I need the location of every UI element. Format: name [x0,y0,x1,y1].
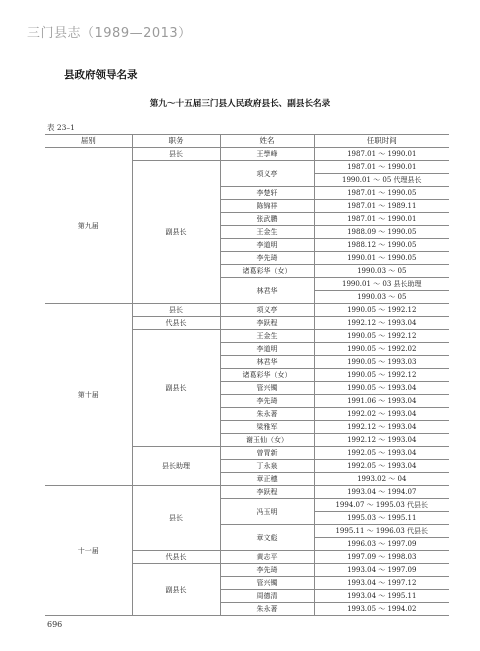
tenure-cell: 1992.02 ～ 1993.04 [314,408,449,421]
table-label: 表 23–1 [47,123,75,132]
header-post: 职务 [132,135,220,148]
name-cell: 谢玉仙（女） [220,434,314,447]
name-cell: 周德清 [220,590,314,603]
name-cell: 朱永著 [220,603,314,616]
header-tenure: 任职时间 [314,135,449,148]
name-cell: 梁雅军 [220,421,314,434]
table-title: 第九～十五届三门县人民政府县长、副县长名录 [149,99,331,109]
name-cell: 曾胃新 [220,447,314,460]
name-cell: 李道明 [220,239,314,252]
tenure-cell: 1996.03 ～ 1997.09 [314,538,449,551]
tenure-cell: 1990.05 ～ 1993.04 [314,382,449,395]
term-cell: 第十届 [45,304,132,486]
table-row [45,486,449,499]
tenure-cell: 1987.01 ～ 1990.01 [314,213,449,226]
term-cell: 十一届 [45,486,132,616]
tenure-cell: 1988.09 ～ 1990.05 [314,226,449,239]
name-cell: 林君华 [220,356,314,369]
name-cell: 陈锦祥 [220,200,314,213]
tenure-cell: 1992.05 ～ 1993.04 [314,460,449,473]
name-cell: 李楚轩 [220,187,314,200]
tenure-cell: 1990.03 ～ 05 [314,265,449,278]
book-header: 三门县志（1989—2013） [27,26,192,41]
name-cell: 项义亭 [220,304,314,317]
tenure-cell: 1997.09 ～ 1998.03 [314,551,449,564]
name-cell: 林君华 [220,278,314,304]
name-cell: 章文彪 [220,525,314,551]
tenure-cell: 1993.04 ～ 1994.07 [314,486,449,499]
table-header-row [45,135,449,148]
post-cell: 县长 [132,486,220,551]
tenure-cell: 1993.05 ～ 1994.02 [314,603,449,616]
tenure-cell: 1987.01 ～ 1990.01 [314,148,449,161]
header-term: 届别 [45,135,132,148]
tenure-cell: 1987.01 ～ 1989.11 [314,200,449,213]
tenure-cell: 1990.01 ～ 03 县长助理 [314,278,449,291]
name-cell: 王金生 [220,226,314,239]
tenure-cell: 1990.05 ～ 1992.12 [314,304,449,317]
tenure-cell: 1990.05 ～ 1992.02 [314,343,449,356]
name-cell: 冯玉明 [220,499,314,525]
name-cell: 项义亭 [220,161,314,187]
tenure-cell: 1992.12 ～ 1993.04 [314,317,449,330]
post-cell: 代县长 [132,551,220,564]
name-cell: 朱永著 [220,408,314,421]
name-cell: 管兴镯 [220,577,314,590]
name-cell: 章正穗 [220,473,314,486]
tenure-cell: 1990.01 ～ 05 代理县长 [314,174,449,187]
tenure-cell: 1993.02 ～ 04 [314,473,449,486]
leaders-table [45,134,449,616]
name-cell: 丁永泉 [220,460,314,473]
name-cell: 李跃程 [220,317,314,330]
name-cell: 李道明 [220,343,314,356]
tenure-cell: 1990.05 ～ 1992.12 [314,369,449,382]
post-cell: 副县长 [132,161,220,304]
tenure-cell: 1995.03 ～ 1995.11 [314,512,449,525]
name-cell: 黄志平 [220,551,314,564]
table-row [45,304,449,317]
tenure-cell: 1994.07 ～ 1995.03 代县长 [314,499,449,512]
name-cell: 张武鹏 [220,213,314,226]
tenure-cell: 1990.01 ～ 1990.05 [314,252,449,265]
post-cell: 副县长 [132,330,220,447]
name-cell: 王金生 [220,330,314,343]
table-row [45,148,449,161]
post-cell: 县长助理 [132,447,220,486]
tenure-cell: 1993.04 ～ 1997.12 [314,577,449,590]
section-title: 县政府领导名录 [64,69,138,81]
tenure-cell: 1991.06 ～ 1993.04 [314,395,449,408]
term-cell: 第九届 [45,148,132,304]
name-cell: 李先琦 [220,564,314,577]
tenure-cell: 1992.05 ～ 1993.04 [314,447,449,460]
name-cell: 王學峰 [220,148,314,161]
header-name: 姓名 [220,135,314,148]
name-cell: 李先琦 [220,395,314,408]
tenure-cell: 1990.05 ～ 1993.03 [314,356,449,369]
tenure-cell: 1988.12 ～ 1990.05 [314,239,449,252]
tenure-cell: 1990.03 ～ 05 [314,291,449,304]
tenure-cell: 1987.01 ～ 1990.01 [314,161,449,174]
tenure-cell: 1992.12 ～ 1993.04 [314,421,449,434]
name-cell: 诸葛彩华（女） [220,265,314,278]
post-cell: 代县长 [132,317,220,330]
tenure-cell: 1992.12 ～ 1993.04 [314,434,449,447]
tenure-cell: 1987.01 ～ 1990.05 [314,187,449,200]
post-cell: 县长 [132,148,220,161]
post-cell: 县长 [132,304,220,317]
post-cell: 副县长 [132,564,220,616]
name-cell: 李跃程 [220,486,314,499]
tenure-cell: 1995.11 ～ 1996.03 代县长 [314,525,449,538]
name-cell: 诸葛彩华（女） [220,369,314,382]
tenure-cell: 1993.04 ～ 1997.09 [314,564,449,577]
page-number: 696 [47,620,63,629]
tenure-cell: 1993.04 ～ 1995.11 [314,590,449,603]
name-cell: 管兴镯 [220,382,314,395]
tenure-cell: 1990.05 ～ 1992.12 [314,330,449,343]
name-cell: 李先琦 [220,252,314,265]
